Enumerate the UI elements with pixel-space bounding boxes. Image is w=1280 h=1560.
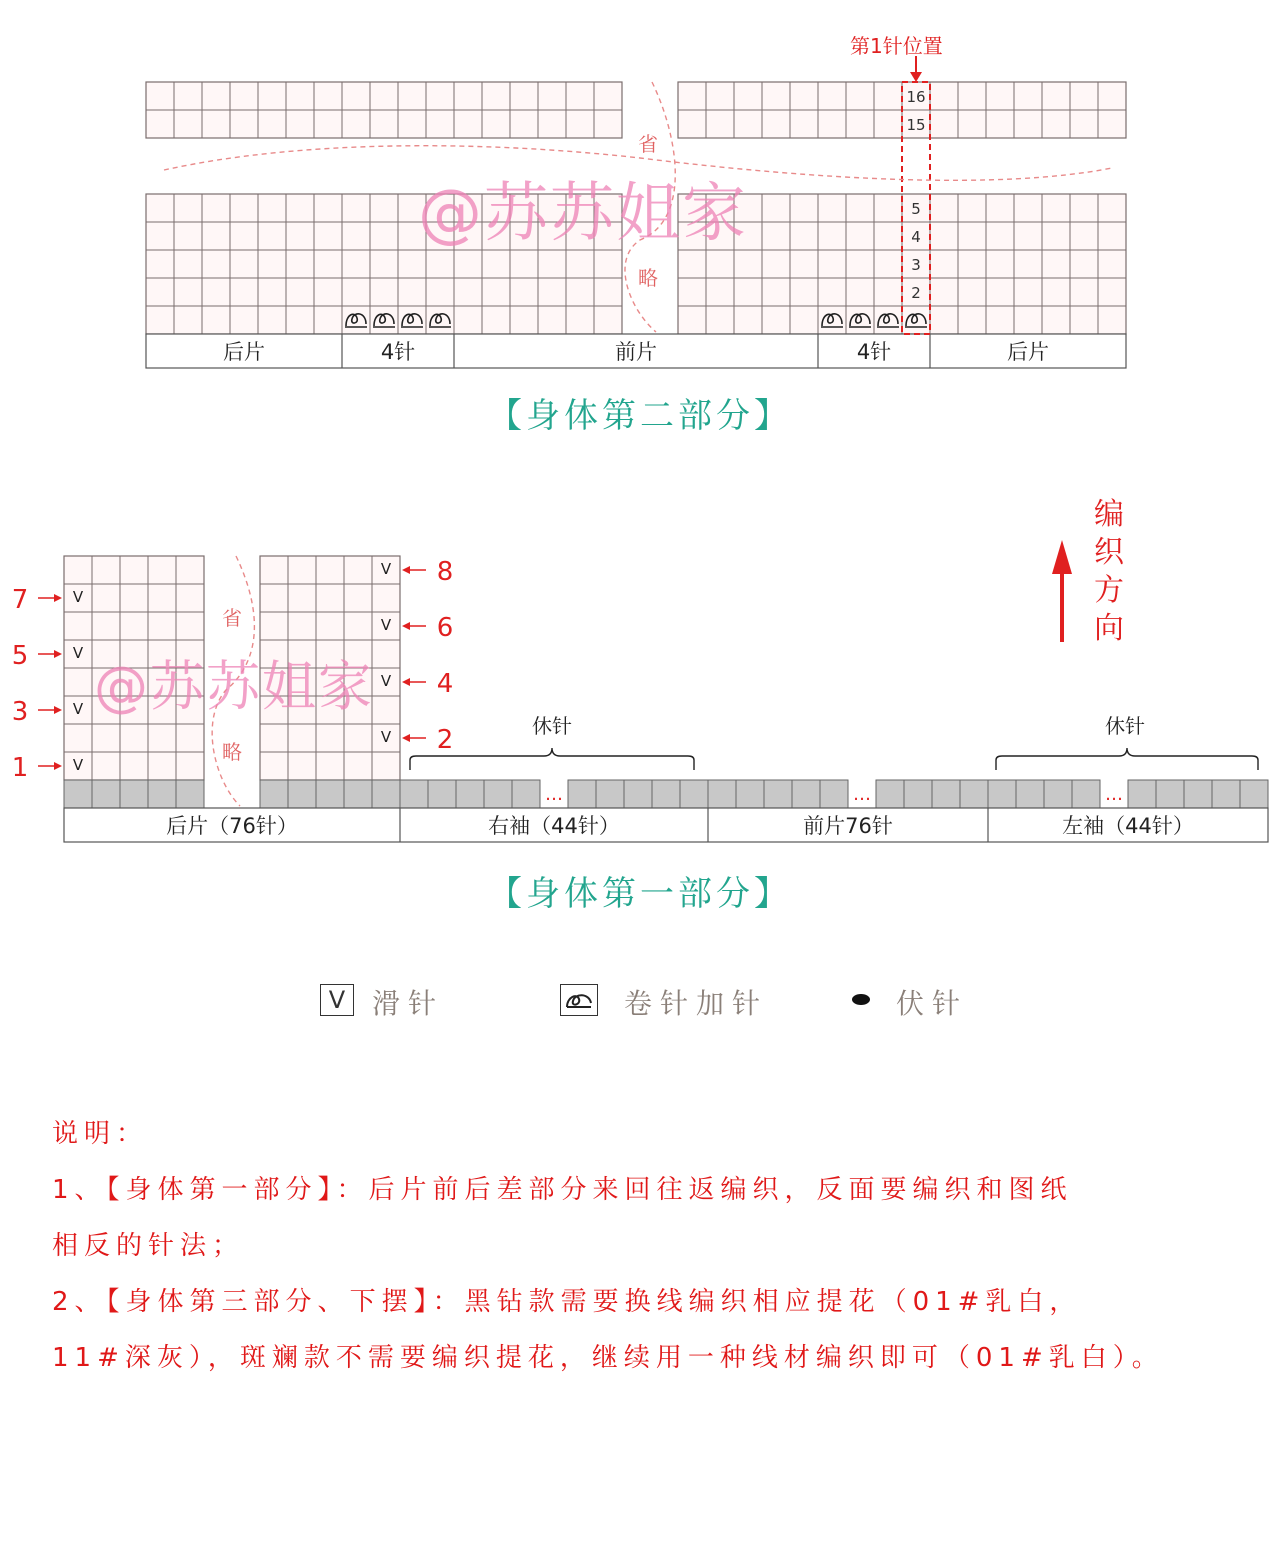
base-row-cell [176, 780, 204, 808]
notes-line3-prefix: 2、【 [52, 1287, 126, 1317]
base-row-cell [680, 780, 708, 808]
base-row-cell [344, 780, 372, 808]
section2-omit-top: 省 [638, 132, 658, 156]
legend-label-slip: 滑针 [372, 987, 445, 1020]
section2-segment-label: 4针 [380, 340, 416, 364]
left-sleeve-rest-brace [996, 748, 1258, 770]
row-arrow-head [54, 650, 62, 658]
row-arrow-head [402, 566, 410, 574]
slip-stitch-mark: V [72, 644, 84, 662]
row-arrow-head [402, 622, 410, 630]
section1-segment-label: 前片76针 [803, 814, 893, 838]
direction-char: 编 [1094, 497, 1124, 532]
base-row-cell [988, 780, 1016, 808]
slip-stitch-mark: V [380, 560, 392, 578]
base-row-cell [1184, 780, 1212, 808]
section1-segment-label: 左袖（44针） [1062, 814, 1194, 838]
row-number-label: 2 [911, 284, 921, 302]
notes-line3-marker: 身体第三部分、 [125, 1287, 350, 1317]
notes-line-1: 1、【身体第一部分】：后片前后差部分来回往返编织，反面要编织和图纸 [52, 1175, 1073, 1205]
legend-label-e-loop: 卷针加针 [624, 987, 769, 1020]
slip-stitch-mark: V [380, 672, 392, 690]
base-row-cell [1156, 780, 1184, 808]
section2-segment-label: 前片 [615, 340, 657, 364]
row-number-label: 3 [911, 256, 921, 274]
section1-segment-label: 后片（76针） [166, 814, 298, 838]
base-row-cell [64, 780, 92, 808]
base-row-cell [624, 780, 652, 808]
notes-line-4: 11#深灰），斑斓款不需要编织提花，继续用一种线材编织即可（01#乳白）。 [52, 1343, 1164, 1373]
base-row-cell [400, 780, 428, 808]
base-row-cell [652, 780, 680, 808]
section1-omit-top: 省 [222, 606, 242, 630]
row-number-label: 16 [906, 88, 926, 106]
base-row-cell [260, 780, 288, 808]
knitting-direction-label [1094, 496, 1134, 648]
row-arrow-head [402, 678, 410, 686]
base-row-cell [1072, 780, 1100, 808]
base-row-cell [1212, 780, 1240, 808]
slip-stitch-mark: V [380, 616, 392, 634]
slip-stitch-mark: V [72, 588, 84, 606]
continuation-dots: … [545, 784, 563, 805]
notes-heading: 说明： [52, 1119, 149, 1149]
row-number-right: 2 [436, 725, 454, 755]
base-row-cell [1044, 780, 1072, 808]
notes-block [52, 1106, 1252, 1386]
bind-off-dot-icon [852, 994, 870, 1005]
section2-segment-label: 后片 [223, 340, 265, 364]
row-number-left: 3 [11, 697, 29, 727]
section2-segment-label: 后片 [1007, 340, 1049, 364]
base-row-cell [148, 780, 176, 808]
row-number-right: 6 [436, 613, 454, 643]
base-row-cell [92, 780, 120, 808]
notes-line-2: 相反的针法； [52, 1231, 245, 1261]
base-row-cell [456, 780, 484, 808]
section1-title: 【身体第一部分】 [488, 874, 792, 914]
section2-top-left-grid [146, 82, 622, 138]
row-number-right: 4 [436, 669, 454, 699]
base-row-cell [1240, 780, 1268, 808]
section2-omit-bottom: 略 [638, 266, 658, 290]
row-arrow-head [54, 594, 62, 602]
e-loop-increase-icon [560, 984, 598, 1016]
row-number-left: 7 [11, 585, 29, 615]
base-row-cell [792, 780, 820, 808]
base-row-cell [904, 780, 932, 808]
row-arrow-head [54, 762, 62, 770]
direction-char: 织 [1094, 535, 1124, 570]
row-number-left: 1 [11, 753, 29, 783]
base-row-cell [1128, 780, 1156, 808]
row-arrow-head [54, 706, 62, 714]
base-row-cell [288, 780, 316, 808]
row-number-right: 8 [436, 557, 454, 587]
section1-omit-bottom: 略 [222, 740, 242, 764]
notes-line-3 [52, 1274, 1252, 1330]
direction-char: 方 [1094, 573, 1124, 608]
direction-char: 向 [1094, 611, 1124, 646]
base-row-cell [484, 780, 512, 808]
base-row-cell [596, 780, 624, 808]
base-row-cell [568, 780, 596, 808]
section1-segment-label: 右袖（44针） [488, 814, 620, 838]
row-number-label: 5 [911, 200, 921, 218]
legend-label-bind-off: 伏针 [896, 987, 969, 1020]
base-row-cell [876, 780, 904, 808]
direction-arrow-head [1052, 540, 1072, 574]
notes-line3-rest: 下摆】：黑钻款需要换线编织相应提花（01#乳白， [349, 1287, 1082, 1317]
slip-stitch-mark: V [72, 700, 84, 718]
row-number-label: 15 [906, 116, 926, 134]
rest-stitch-label-left-sleeve: 休针 [1105, 714, 1145, 738]
base-row-cell [120, 780, 148, 808]
continuation-dots: … [853, 784, 871, 805]
base-row-cell [512, 780, 540, 808]
base-row-cell [820, 780, 848, 808]
section2-segment-label: 4针 [856, 340, 892, 364]
slip-stitch-mark: V [380, 728, 392, 746]
row-number-left: 5 [11, 641, 29, 671]
base-row-cell [932, 780, 960, 808]
base-row-cell [960, 780, 988, 808]
watermark: @苏苏姐家 [94, 655, 374, 718]
base-row-cell [1016, 780, 1044, 808]
base-row-cell [316, 780, 344, 808]
rest-stitch-label-right-sleeve: 休针 [532, 714, 572, 738]
section2-title: 【身体第二部分】 [488, 396, 792, 436]
first-stitch-label: 第1针位置 [850, 34, 943, 58]
base-row-cell [736, 780, 764, 808]
first-stitch-arrow-head [910, 72, 922, 82]
slip-stitch-mark: V [72, 756, 84, 774]
base-row-cell [708, 780, 736, 808]
slip-stitch-symbol-icon: V [320, 984, 354, 1016]
continuation-dots: … [1105, 784, 1123, 805]
base-row-cell [428, 780, 456, 808]
row-number-label: 4 [911, 228, 921, 246]
base-row-cell [764, 780, 792, 808]
row-arrow-head [402, 734, 410, 742]
watermark: @苏苏姐家 [418, 177, 748, 251]
base-row-cell [372, 780, 400, 808]
